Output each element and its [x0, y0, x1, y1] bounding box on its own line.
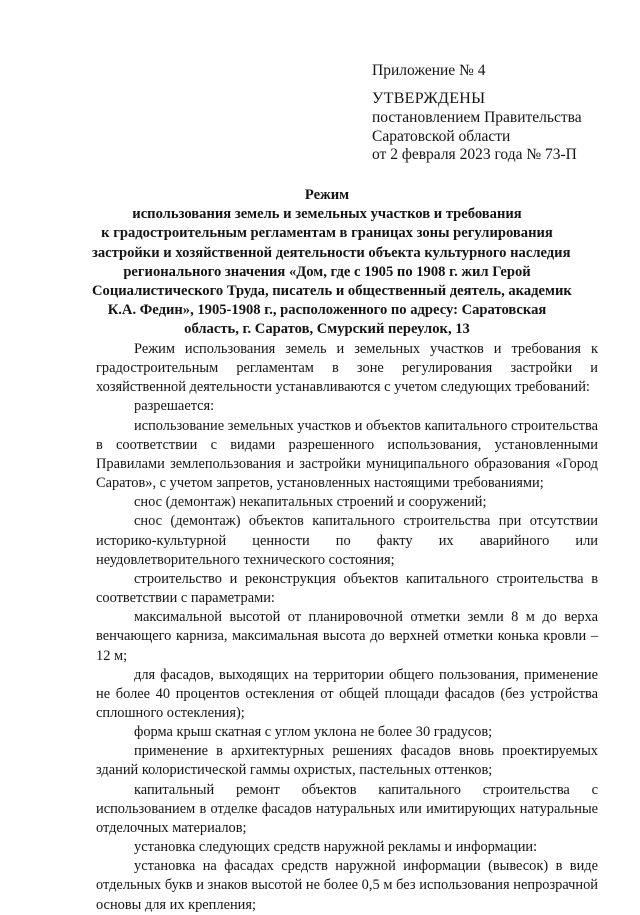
title-line-6: Социалистического Труда, писатель и общественный деятель, академик	[92, 283, 572, 300]
title-line-8: область, г. Саратов, Смурский переулок, 13	[184, 321, 470, 338]
document-title	[92, 186, 572, 340]
paragraph: строительство и реконструкция объектов капитального строительства в соответствии с параметрами:	[96, 570, 598, 607]
title-line-4: застройки и хозяйственной деятельности объекта культурного наследия	[92, 244, 571, 261]
paragraph: снос (демонтаж) объектов капитального строительства при отсутствии историко-культурной ценности по факту их аварийного или неудовлетворительного технического состояния;	[96, 513, 598, 568]
paragraph: применение в архитектурных решениях фасадов вновь проектируемых зданий колористической гаммы охристых, пастельных оттенков;	[96, 743, 598, 779]
title-line-3: к градостроительным регламентам в границах зоны регулирования	[101, 225, 553, 242]
paragraph: максимальной высотой от планировочной отметки земли 8 м до верха венчающего карниза, максимальная высота до верхней отметки конька кровли – 12 м;	[96, 609, 598, 664]
approved-by-line-2: Саратовской области	[372, 127, 511, 145]
paragraph: использование земельных участков и объектов капитального строительства в соответствии с видами разрешенного использования, установленными Правилами землепользования и застройки муниципального образования «Город Саратов», с учетом запретов, установленных настоящими требованиями;	[96, 417, 598, 492]
title-line-2: использования земель и земельных участков и требования	[132, 206, 522, 223]
paragraph: Режим использования земель и земельных участков и требования к градостроительным регламентам в зоне регулирования застройки и хозяйственной деятельности устанавливаются с учетом следующих требований:	[96, 341, 598, 396]
paragraph: для фасадов, выходящих на территории общего пользования, применение не более 40 процентов остекления от общей площади фасадов (без устройства сплошного остекления);	[96, 666, 598, 721]
paragraph: снос (демонтаж) некапитальных строений и сооружений;	[134, 494, 487, 511]
title-line-7: К.А. Федин», 1905-1908 г., расположенного по адресу: Саратовская	[107, 302, 547, 319]
approval-header	[372, 62, 622, 165]
document-body	[96, 340, 598, 915]
approved-by-line-3: от 2 февраля 2023 года № 73-П	[372, 146, 577, 163]
paragraph: установка на фасадах средств наружной информации (вывесок) в виде отдельных букв и знаков высотой не более 0,5 м без использования непрозрачной основы для их крепления;	[96, 858, 598, 913]
paragraph: установка следующих средств наружной рекламы и информации:	[134, 839, 538, 856]
title-line-1: Режим	[304, 187, 350, 203]
paragraph: форма крыш скатная с углом уклона не более 30 градусов;	[134, 724, 493, 741]
title-line-5: регионального значения «Дом, где с 1905 по 1908 г. жил Герой	[123, 263, 531, 280]
paragraph: капитальный ремонт объектов капитального строительства с использованием в отделке фасадов натуральных или имитирующих натуральные отделочных материалов;	[96, 781, 598, 836]
approved-by-line-1: постановлением Правительства	[372, 109, 582, 126]
appendix-number: Приложение № 4	[372, 62, 486, 79]
paragraph: разрешается:	[134, 398, 215, 415]
approved-label: УТВЕРЖДЕНЫ	[372, 89, 486, 107]
